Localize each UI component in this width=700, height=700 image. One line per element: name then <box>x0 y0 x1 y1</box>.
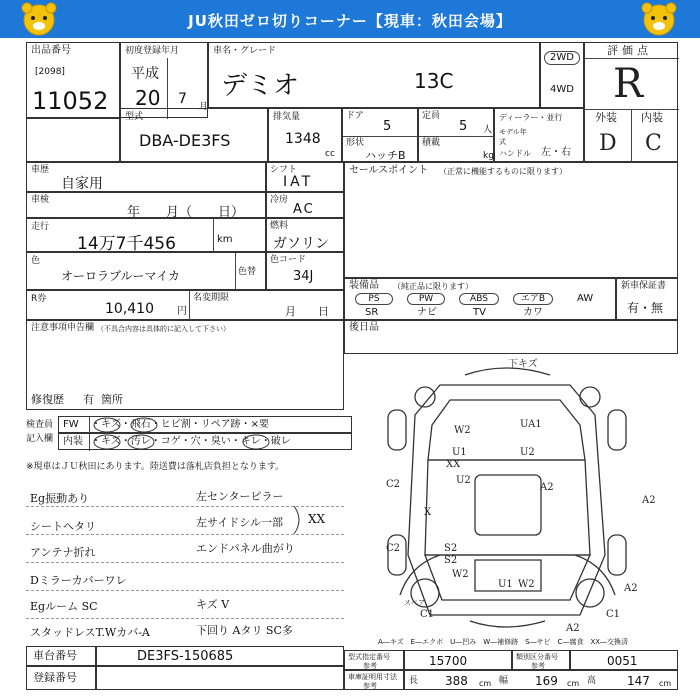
warranty-box <box>616 278 678 320</box>
displacement-box <box>268 108 342 162</box>
notes-area <box>26 478 344 642</box>
ac-box <box>266 192 344 218</box>
height-label: 高 <box>587 676 597 686</box>
first-reg-label: 初度登録年月 <box>125 46 180 56</box>
diagram-label-3: W2 <box>454 425 471 436</box>
diagram-label-13: W2 <box>518 579 535 590</box>
diagram-label-12: U1 <box>498 579 513 590</box>
capacity-value: 5 <box>459 119 468 134</box>
dealer-label: ディーラー・並行 <box>499 113 563 122</box>
width-unit: cm <box>567 679 580 688</box>
fuel-label: 燃料 <box>270 221 289 231</box>
ac-value: AC <box>293 202 315 217</box>
dealer-box <box>494 108 584 162</box>
diagram-label-8: C2 <box>386 479 401 490</box>
class-ref: 参考 <box>531 662 545 670</box>
dims-ref: 参考 <box>363 682 377 690</box>
width-label: 幅 <box>499 676 509 686</box>
fuel-value: ガソリン <box>273 236 329 252</box>
usage-box <box>26 162 266 192</box>
shape-label: 形状 <box>346 138 365 148</box>
height-unit: cm <box>659 679 672 688</box>
capacity-box <box>418 108 494 162</box>
height-value: 147 <box>627 674 650 688</box>
designation-label: 型式指定番号 <box>348 653 390 661</box>
bracket-mark <box>290 502 314 538</box>
check-exterior-items: ・キズ・飛石・ヒビ割・リペア跡・×要 <box>91 419 269 430</box>
inspection-value: 年 月（ 日） <box>127 205 245 220</box>
score-box <box>584 42 678 162</box>
interior-label: 内装 <box>641 111 663 124</box>
bear-mascot-icon <box>636 2 682 36</box>
exterior-score: D <box>599 131 617 156</box>
mileage-value: 14万7千456 <box>77 234 176 254</box>
note-5: XX <box>308 512 326 526</box>
dims-label-box <box>344 670 404 690</box>
circle-marks <box>88 414 348 452</box>
check-interior-items: ・キズ・汚レ・コゲ・穴・臭い・キレ・破レ <box>91 436 291 447</box>
displacement-label: 排気量 <box>273 112 301 122</box>
displacement-value: 1348 <box>285 131 321 147</box>
ac-label: 冷房 <box>270 195 289 205</box>
shape-value: ハッチB <box>365 149 406 162</box>
car-grade: 13C <box>414 69 454 93</box>
designation-value: 15700 <box>429 654 468 668</box>
equip-tv: TV <box>473 307 486 318</box>
warranty-value: 有・無 <box>627 301 664 315</box>
diagram-label-21: S2 <box>444 555 458 566</box>
first-reg-era: 平成 <box>131 66 159 82</box>
score-label: 評価点 <box>607 44 652 57</box>
equip-aw: AW <box>577 293 594 304</box>
usage-label: 車歴 <box>31 165 50 175</box>
note-4: 左サイドシル一部 <box>196 516 283 529</box>
diagram-label-18: A2 <box>624 583 638 594</box>
diagram-label-6: U2 <box>456 475 471 486</box>
check-interior-label: 内装 <box>63 436 83 447</box>
length-value: 388 <box>445 674 468 688</box>
equipment-box <box>344 278 616 320</box>
note-2: 左センターピラー <box>196 490 284 503</box>
diagram-label-17: C1 <box>420 609 435 620</box>
door-label: ドア <box>346 111 364 121</box>
shift-value: IAT <box>283 174 314 190</box>
warranty-label: 新車保証書 <box>621 281 667 291</box>
reg-value-box <box>96 666 344 690</box>
drive-4wd: 4WD <box>550 84 574 95</box>
lot-box <box>26 42 120 118</box>
check-fw-label: FW <box>63 419 79 430</box>
handle-value: 左・右 <box>541 147 571 158</box>
car-model: デミオ <box>221 71 300 101</box>
class-value-box <box>570 650 678 670</box>
color-value: オーロラブルーマイカ <box>61 269 180 283</box>
load-unit: kg <box>483 151 494 161</box>
diagram-legend: A―キズ E―エクボ U―凹み W―補修跡 S―サビ C―腐食 XX―交換済 <box>378 638 629 646</box>
sales-point-label: セールスポイント <box>349 165 429 176</box>
equip-sr: SR <box>365 307 379 318</box>
mileage-label: 走行 <box>31 222 50 232</box>
banner-title: JU秋田ゼロ切りコーナー【現車：秋田会場】 <box>188 12 512 30</box>
note-10: キズ V <box>196 598 230 611</box>
class-label-box <box>512 650 570 670</box>
mileage-box <box>26 218 266 252</box>
type-box <box>120 108 268 162</box>
inspector-label-box <box>26 416 58 450</box>
diagram-label-22: U2 <box>520 447 535 458</box>
equipment-note: （純正品に限ります） <box>393 282 473 291</box>
recycle-unit: 円 <box>177 306 187 317</box>
sales-point-box <box>344 162 678 278</box>
diagram-label-4: U1 <box>452 447 467 458</box>
drive-box <box>540 42 584 108</box>
chassis-label: 車台番号 <box>33 649 77 662</box>
door-box <box>342 108 418 162</box>
diagram-label-11: W2 <box>452 569 469 580</box>
inspection-label: 車検 <box>31 195 50 205</box>
caution-box <box>26 320 344 410</box>
diagram-label-1: 下キズ <box>508 359 538 370</box>
color-label: 色 <box>31 256 41 266</box>
designation-ref: 参考 <box>363 662 377 670</box>
note-1: Eg振動あり <box>30 492 90 505</box>
header-banner <box>0 0 700 38</box>
designation-value-box <box>404 650 512 670</box>
displacement-unit: cc <box>325 149 335 159</box>
width-value: 169 <box>535 674 558 688</box>
equip-airbag: エアB <box>513 293 553 305</box>
caution-label: 注意事項申告欄 <box>31 323 95 333</box>
equip-leather: カワ <box>523 307 543 318</box>
fuel-box <box>266 218 344 252</box>
car-damage-diagram <box>380 355 680 635</box>
aftermarket-label: 後日品 <box>349 322 379 333</box>
note-11: スタッドレスT.Wカバ-A <box>30 626 150 639</box>
usage-value: 自家用 <box>61 176 103 192</box>
name-change-expiry-value: 月 日 <box>285 305 329 318</box>
class-label: 類別区分番号 <box>516 653 558 661</box>
note-3: シートヘタリ <box>30 520 96 533</box>
note-12: 下回り Aタリ SC多 <box>196 624 293 637</box>
equipment-label: 装備品 <box>349 280 379 291</box>
diagram-label-15: C2 <box>386 543 401 554</box>
capacity-unit: 人 <box>483 125 493 135</box>
inspector-label: 検査員 <box>26 420 54 430</box>
first-reg-year: 20 <box>135 86 161 110</box>
model-year-label: モデル年式 <box>499 128 527 146</box>
handle-label: ハンドル <box>499 149 531 158</box>
designation-label-box <box>344 650 404 670</box>
bear-mascot-icon <box>16 2 62 36</box>
exterior-label: 外装 <box>595 111 617 124</box>
diagram-label-19: C1 <box>606 609 621 620</box>
repair-value: 有 <box>83 393 94 406</box>
repair-label: 修復歴 <box>31 393 64 406</box>
note-9: Egルーム SC <box>30 600 98 613</box>
color-code-box <box>266 252 344 290</box>
aftermarket-box <box>344 320 678 354</box>
color-code-value: 34J <box>293 269 314 284</box>
color-code-label: 色コード <box>270 255 307 265</box>
registration-label: 登録番号 <box>33 671 77 684</box>
first-reg-month-unit: 月 <box>199 102 209 112</box>
shift-label: シフト <box>270 165 298 175</box>
diagram-label-9: X <box>424 507 432 518</box>
equip-abs: ABS <box>459 293 499 305</box>
score-value: R <box>613 61 644 107</box>
class-value: 0051 <box>607 654 638 668</box>
equip-ps: PS <box>355 293 393 305</box>
name-change-expiry-label: 名変期限 <box>193 293 230 303</box>
chassis-label-box <box>26 646 96 666</box>
chassis-value-box <box>96 646 344 666</box>
drive-2wd: 2WD <box>544 51 580 65</box>
first-reg-month: 7 <box>178 91 187 107</box>
reg-label-box <box>26 666 96 690</box>
chassis-value: DE3FS-150685 <box>137 649 234 664</box>
equip-navi: ナビ <box>417 307 437 318</box>
recycle-box <box>26 290 344 320</box>
dims-values-box <box>404 670 678 690</box>
length-label: 長 <box>409 676 419 686</box>
lot-number: 11052 <box>32 87 109 115</box>
diagram-label-20: A2 <box>566 623 580 634</box>
type-label: 型式 <box>125 112 144 122</box>
diagram-label-5: XX <box>446 459 461 470</box>
lot-sub: [2098] <box>35 67 65 77</box>
note-7: エンドパネル曲がり <box>196 542 295 555</box>
note-6: アンテナ折れ <box>30 546 96 559</box>
load-label: 積載 <box>422 138 441 148</box>
color-change-label: 色替 <box>238 267 257 277</box>
diagram-label-16: スペア <box>404 599 425 607</box>
capacity-label: 定員 <box>422 111 441 121</box>
diagram-label-7: A2 <box>540 482 554 493</box>
name-box <box>208 42 540 108</box>
notice-text: ※現車はＪＵ秋田にあります。陸送費は落札店負担となります。 <box>26 462 285 472</box>
lot-label: 出品番号 <box>31 45 71 56</box>
shift-box <box>266 162 344 192</box>
note-8: Dミラーカバーワレ <box>30 574 127 587</box>
caution-note: （不具合内容は具体的に記入して下さい） <box>97 325 230 333</box>
recycle-value: 10,410 <box>105 301 154 317</box>
diagram-label-2: UA1 <box>520 419 542 430</box>
repair-detail: 箇所 <box>101 393 123 406</box>
first-reg-box <box>120 42 208 118</box>
recycle-label: R券 <box>31 294 47 304</box>
mileage-unit: km <box>217 234 233 245</box>
entry-label: 記入欄 <box>26 434 54 444</box>
door-value: 5 <box>383 119 392 134</box>
diagram-label-14: A2 <box>642 495 656 506</box>
diagram-label-10: S2 <box>444 543 458 554</box>
color-box <box>26 252 266 290</box>
sales-point-note: （正常に機能するものに限ります） <box>439 167 567 176</box>
interior-score: C <box>645 131 662 156</box>
name-label: 車名・グレード <box>213 46 277 56</box>
type-value: DBA-DE3FS <box>139 131 231 150</box>
dims-label: 車庫証明用寸法 <box>348 673 397 681</box>
lot-blank <box>26 118 120 162</box>
equip-pw: PW <box>407 293 445 305</box>
inspection-box <box>26 192 266 218</box>
length-unit: cm <box>479 679 492 688</box>
